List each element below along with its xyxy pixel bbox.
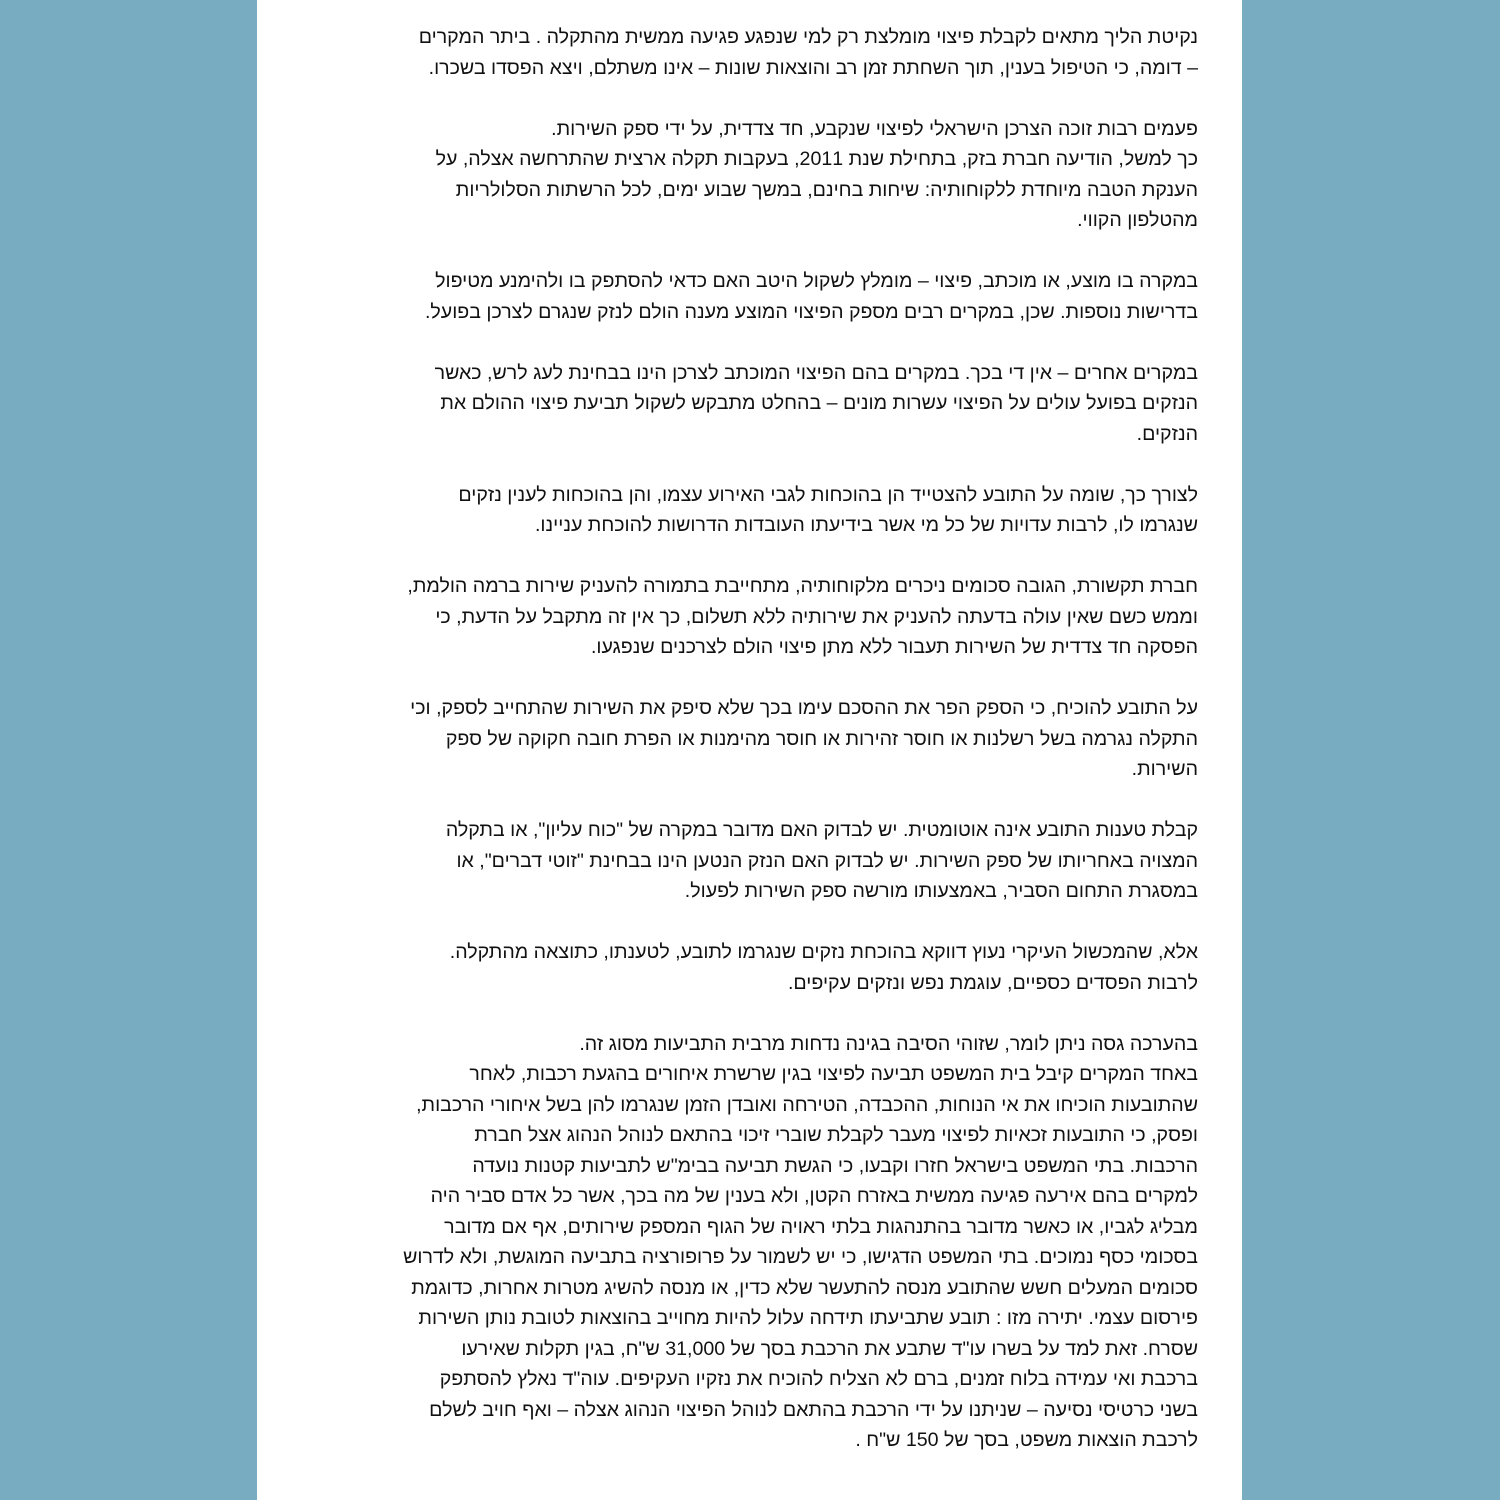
text-line: אלא, שהמכשול העיקרי נעוץ דווקא בהוכחת נזקים שנגרמו לתובע, לטענתו, כתוצאה מהתקלה. — [449, 941, 1198, 963]
text-line: בשני כרטיסי נסיעה – שניתנו על ידי הרכבת בהתאם לנוהל הפיצוי הנהוג אצלה – ואף חויב לשלם — [429, 1398, 1198, 1421]
text-line: הנזקים בפועל עולים על הפיצוי עשרות מונים – בהחלט מתבקש לשקול תביעת פיצוי ההולם את — [440, 392, 1198, 414]
paragraph — [335, 1029, 1198, 1456]
document-page — [257, 0, 1242, 1500]
paragraph — [335, 114, 1198, 236]
text-line: למקרים בהם אירעה פגיעה ממשית באזרח הקטן, ולא בענין של מה בכך, אשר כל אדם סביר היה — [430, 1185, 1198, 1207]
text-line: שסרח. זאת למד על בשרו עו"ד שתבע את הרכבת בסך של 31,000 ש"ח, בגין תקלות שאירעו — [461, 1337, 1198, 1360]
text-line: כך למשל, הודיעה חברת בזק, בתחילת שנת 2011, בעקבות תקלה ארצית שהתרחשה אצלה, על — [435, 148, 1198, 170]
paragraph — [335, 693, 1198, 785]
text-line: מהטלפון הקווי. — [1077, 209, 1198, 231]
paragraph — [335, 22, 1198, 83]
document-body — [335, 22, 1198, 1456]
text-line: שנגרמו לו, לרבות עדויות של כל מי אשר בידיעתו העובדות הדרושות להוכחת עניינו. — [534, 514, 1198, 536]
paragraph — [335, 266, 1198, 327]
text-line: על התובע להוכיח, כי הספק הפר את ההסכם עימו בכך שלא סיפק את השירות שהתחייב לספק, וכי — [410, 697, 1198, 719]
text-line: התקלה נגרמה בשל רשלנות או חוסר זהירות או חוסר מהימנות או הפרת חובה חקוקה של ספק — [445, 727, 1198, 750]
text-line: לרכבת הוצאות משפט, בסך של 150 ש"ח . — [855, 1429, 1198, 1451]
text-line: מבליג לגביו, או כאשר מדובר בהתנהגות בלתי ראויה של הגוף המספק שירותים, אף אם מדובר — [444, 1215, 1198, 1238]
text-line: הרכבות. בתי המשפט בישראל חזרו וקבעו, כי הגשת תביעה בבימ"ש לתביעות קטנות נועדה — [472, 1154, 1198, 1177]
paragraph — [335, 815, 1198, 907]
text-line: בדרישות נוספות. שכן, במקרים רבים מספק הפיצוי המוצע מענה הולם לנזק שנגרם לצרכן בפועל. — [424, 300, 1198, 323]
text-line: פירסום עצמי. יתירה מזו : תובע שתביעתו תידחה עלול להיות מחוייב בהוצאות לטובת נותן השירות — [418, 1307, 1198, 1329]
text-line: במקרים אחרים – אין די בכך. במקרים בהם הפיצוי המוכתב לצרכן הינו בבחינת לעג לרש, כאשר — [434, 361, 1198, 384]
text-line: חברת תקשורת, הגובה סכומים ניכרים מלקוחותיה, מתחייבת בתמורה להעניק שירות ברמה הולמת, — [407, 575, 1198, 597]
text-line: באחד המקרים קיבל בית המשפט תביעה לפיצוי בגין שרשרת איחורים בהגעת רכבות, לאחר — [469, 1063, 1198, 1085]
paragraph — [335, 358, 1198, 450]
paragraph — [335, 937, 1198, 998]
text-line: סכומים המעלים חשש שהתובע מנסה להתעשר שלא כדין, או מנסה להשיג מטרות אחרות, כדוגמת — [411, 1276, 1198, 1299]
text-line: ופסק, כי התובעות זכאיות לפיצוי מעבר לקבלת שוברי זיכוי בהתאם לנוהל הנהוג אצל חברת — [474, 1124, 1198, 1146]
text-line: ברכבת ואי עמידה בלוח זמנים, ברם לא הצליח להוכיח את נזקיו העקיפים. עוה"ד נאלץ להסתפק — [439, 1368, 1198, 1390]
text-line: במקרה בו מוצע, או מוכתב, פיצוי – מומלץ לשקול היטב האם כדאי להסתפק בו ולהימנע מטיפול — [435, 270, 1198, 292]
text-line: נקיטת הליך מתאים לקבלת פיצוי מומלצת רק למי שנפגע פגיעה ממשית מהתקלה . ביתר המקרים — [418, 26, 1198, 48]
text-line: השירות. — [1131, 758, 1198, 780]
paragraph — [335, 571, 1198, 663]
text-line: הנזקים. — [1136, 422, 1198, 445]
text-line: הפסקה חד צדדית של השירות תעבור ללא מתן פיצוי הולם לצרכנים שנפגעו. — [590, 636, 1198, 658]
text-line: שהתובעות הוכיחו את אי הנוחות, ההכבדה, הטירחה ואובדן הזמן שנגרמו להן בשל איחורי הרכבות, — [416, 1093, 1198, 1116]
text-line: הענקת הטבה מיוחדת ללקוחותיה: שיחות בחינם, במשך שבוע ימים, לכל הרשתות הסלולריות — [455, 178, 1198, 201]
text-line: – דומה, כי הטיפול בענין, תוך השחתת זמן רב והוצאות שונות – אינו משתלם, ויצא הפסדו בשכרו. — [428, 56, 1198, 79]
text-line: קבלת טענות התובע אינה אוטומטית. יש לבדוק האם מדובר במקרה של "כוח עליון", או בתקלה — [445, 819, 1198, 841]
text-line: בהערכה גסה ניתן לומר, שזוהי הסיבה בגינה נדחות מרבית התביעות מסוג זה. — [579, 1032, 1198, 1055]
text-line: לרבות הפסדים כספיים, עוגמת נפש ונזקים עקיפים. — [787, 971, 1198, 994]
paragraph — [335, 480, 1198, 541]
text-line: בסכומי כסף נמוכים. בתי המשפט הדגישו, כי יש לשמור על פרופורציה בתביעה המוגשת, ולא לדרוש — [403, 1246, 1198, 1268]
text-line: פעמים רבות זוכה הצרכן הישראלי לפיצוי שנקבע, חד צדדית, על ידי ספק השירות. — [551, 117, 1198, 140]
text-line: וממש כשם שאין עולה בדעתה להעניק את שירותיה ללא תשלום, כך אין זה מתקבל על הדעת, כי — [435, 605, 1198, 628]
text-line: לצורך כך, שומה על התובע להצטייד הן בהוכחות לגבי האירוע עצמו, והן בהוכחות לענין נזקים — [458, 483, 1198, 506]
text-line: במסגרת התחום הסביר, באמצעותו מורשה ספק השירות לפעול. — [684, 880, 1198, 902]
text-line: המצויה באחריותו של ספק השירות. יש לבדוק האם הנזק הנטען הינו בבחינת "זוטי דברים", או — [456, 849, 1198, 872]
